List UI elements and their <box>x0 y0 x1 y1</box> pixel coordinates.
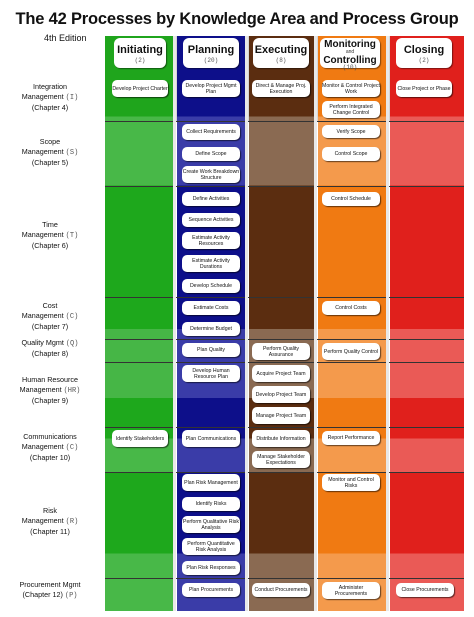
process-identify-stakeholders <box>112 430 168 447</box>
process-perform-quality-assurance <box>252 343 310 360</box>
process-label: Collect Requirements <box>186 129 236 135</box>
ka-chapter: (Chapter 8) <box>31 349 69 358</box>
ka-line1: Procurement Mgmt <box>19 580 81 589</box>
header-initiating <box>114 38 166 68</box>
process-sequence-activities <box>182 213 240 227</box>
process-quantitative-risk-analysis <box>182 538 240 555</box>
header-count: (20) <box>203 57 219 64</box>
process-label: Conduct Procurements <box>254 587 308 593</box>
process-label: Acquire Project Team <box>256 370 306 377</box>
ka-risk <box>0 506 100 537</box>
row-separator <box>105 339 464 340</box>
header-name-2: Controlling <box>323 55 377 66</box>
ka-code: (R) <box>65 518 79 526</box>
process-develop-schedule <box>182 279 240 293</box>
process-define-activities <box>182 192 240 206</box>
ka-code: (T) <box>65 232 79 240</box>
process-label: Develop Project Charter <box>112 85 168 92</box>
process-manage-stakeholder-expectations <box>252 451 310 468</box>
ka-line1: Human Resource <box>22 375 78 384</box>
process-identify-risks <box>182 497 240 511</box>
process-close-procurements <box>396 583 454 597</box>
process-label: Perform Qualitative Risk Analysis <box>183 518 239 531</box>
process-monitor-control-work <box>322 80 380 97</box>
process-conduct-procurements <box>252 583 310 597</box>
process-label: Close Project or Phase <box>397 85 451 92</box>
process-label: Control Scope <box>334 151 368 157</box>
ka-line2: Management <box>21 516 64 525</box>
header-monitoring-controlling <box>320 38 380 71</box>
process-label: Direct & Manage Proj. Execution <box>255 82 307 95</box>
ka-line2: Management <box>21 92 64 101</box>
process-define-scope <box>182 147 240 161</box>
ka-chapter: (Chapter 4) <box>31 103 69 112</box>
process-distribute-information <box>252 430 310 447</box>
column-gap <box>245 36 248 611</box>
process-label: Estimate Activity Resources <box>192 234 230 247</box>
process-label: Perform Integrated Change Control <box>329 103 373 116</box>
process-label: Manage Stakeholder Expectations <box>257 453 305 466</box>
ka-line2: Management <box>19 385 62 394</box>
process-label: Define Scope <box>195 151 227 157</box>
process-label: Plan Procurements <box>188 587 234 593</box>
ka-line2: Management <box>21 442 64 451</box>
process-estimate-costs <box>182 301 240 315</box>
column-gap <box>173 36 176 611</box>
process-perform-quality-control <box>322 343 380 360</box>
ka-human-resource <box>0 375 100 406</box>
process-label: Perform Quality Control <box>323 348 379 355</box>
process-qualitative-risk-analysis <box>182 516 240 533</box>
process-label: Develop Human Resource Plan <box>192 367 230 380</box>
process-plan-risk-management <box>182 474 240 491</box>
ka-procurement <box>0 580 100 601</box>
process-collect-requirements <box>182 124 240 140</box>
diagram-title: The 42 Processes by Knowledge Area and Process Group <box>15 10 459 28</box>
process-acquire-project-team <box>252 365 310 382</box>
process-label: Develop Schedule <box>189 283 233 289</box>
process-close-project <box>396 80 452 97</box>
header-planning <box>183 38 239 68</box>
header-count: (2) <box>134 57 146 64</box>
header-count: (10) <box>342 64 358 71</box>
header-count: (8) <box>275 57 287 64</box>
ka-chapter: (Chapter 11) <box>30 527 70 536</box>
process-label: Distribute Information <box>256 435 306 442</box>
process-label: Monitor and Control Risks <box>328 476 374 489</box>
process-monitor-control-risks <box>322 474 380 491</box>
ka-line1: Quality Mgmt <box>21 338 64 347</box>
ka-line1: Cost <box>42 301 58 310</box>
process-label: Estimate Costs <box>193 305 229 311</box>
header-closing <box>396 38 452 68</box>
header-count: (2) <box>418 57 430 64</box>
ka-time <box>0 220 100 251</box>
process-report-performance <box>322 431 380 445</box>
process-label: Plan Communications <box>185 435 237 442</box>
ka-chapter: (Chapter 9) <box>31 396 69 405</box>
ka-chapter: (Chapter 5) <box>31 158 69 167</box>
ka-code: (P) <box>64 592 78 600</box>
ka-chapter: (Chapter 6) <box>31 241 69 250</box>
process-label: Plan Quality <box>197 347 225 353</box>
process-label: Close Procurements <box>401 587 449 593</box>
process-label: Plan Risk Responses <box>186 565 236 571</box>
process-label: Define Activities <box>192 196 230 202</box>
process-determine-budget <box>182 322 240 336</box>
process-estimate-activity-resources <box>182 232 240 249</box>
ka-line1: Integration <box>33 82 67 91</box>
process-label: Report Performance <box>327 435 375 441</box>
ka-code: (I) <box>65 94 79 102</box>
column-monitoring-controlling <box>318 36 386 611</box>
process-label: Administer Procurements <box>334 584 368 597</box>
ka-chapter: (Chapter 7) <box>31 322 69 331</box>
ka-code: (C) <box>65 444 79 452</box>
process-plan-quality <box>182 343 240 357</box>
process-label: Monitor & Control Project Work <box>322 82 380 95</box>
process-direct-manage-execution <box>252 80 310 97</box>
process-integrated-change-control <box>322 101 380 118</box>
process-label: Identify Risks <box>195 501 227 507</box>
ka-chapter: (Chapter 12) <box>22 590 63 599</box>
ka-line1: Risk <box>43 506 57 515</box>
header-executing <box>253 38 309 68</box>
process-create-wbs <box>182 166 240 183</box>
row-separator <box>105 472 464 473</box>
header-name: Executing <box>254 44 308 56</box>
edition-label: 4th Edition <box>44 33 87 43</box>
ka-cost <box>0 301 100 332</box>
process-control-schedule <box>322 192 380 206</box>
process-manage-project-team <box>252 407 310 424</box>
process-develop-project-charter <box>112 80 168 97</box>
process-label: Control Schedule <box>331 196 371 202</box>
row-separator <box>105 297 464 298</box>
process-label: Determine Budget <box>190 326 232 332</box>
row-separator <box>105 427 464 428</box>
column-initiating <box>105 36 173 611</box>
process-develop-project-team <box>252 386 310 403</box>
header-name: Initiating <box>117 44 163 56</box>
ka-line1: Communications <box>23 432 77 441</box>
row-separator <box>105 121 464 122</box>
process-label: Perform Quality Assurance <box>262 345 300 358</box>
ka-code: (Q) <box>65 340 79 348</box>
column-gap <box>314 36 317 611</box>
header-and: and <box>345 49 355 55</box>
ka-line2: Management <box>21 230 64 239</box>
process-develop-hr-plan <box>182 365 240 382</box>
header-name: Planning <box>187 44 235 56</box>
ka-quality <box>0 338 100 359</box>
process-label: Estimate Activity Durations <box>192 257 230 270</box>
process-plan-risk-responses <box>182 561 240 575</box>
process-administer-procurements <box>322 582 380 599</box>
process-label: Create Work Breakdown Structure <box>182 168 240 181</box>
process-label: Perform Quantitative Risk Analysis <box>187 540 235 553</box>
ka-line1: Time <box>42 220 58 229</box>
process-plan-procurements <box>182 583 240 597</box>
process-verify-scope <box>322 125 380 138</box>
ka-chapter: (Chapter 10) <box>29 453 71 462</box>
process-label: Control Costs <box>335 305 367 311</box>
header-name: Closing <box>403 44 445 56</box>
row-separator <box>105 362 464 363</box>
process-label: Develop Project Team <box>255 391 307 398</box>
process-label: Develop Project Mgmt Plan <box>185 82 237 95</box>
process-label: Identify Stakeholders <box>115 435 165 442</box>
process-label: Sequence Activities <box>188 217 234 223</box>
process-develop-project-mgmt-plan <box>182 80 240 97</box>
process-label: Manage Project Team <box>255 412 307 419</box>
ka-code: (C) <box>65 313 79 321</box>
process-control-costs <box>322 301 380 315</box>
column-executing <box>249 36 314 611</box>
process-estimate-activity-durations <box>182 255 240 272</box>
ka-code: (HR) <box>63 387 81 395</box>
process-label: Verify Scope <box>336 128 366 135</box>
row-separator <box>105 186 464 187</box>
process-plan-communications <box>182 430 240 447</box>
column-gap <box>386 36 389 611</box>
column-closing <box>390 36 464 611</box>
ka-code: (S) <box>65 149 79 157</box>
process-control-scope <box>322 147 380 161</box>
row-separator <box>105 578 464 579</box>
header-name: Monitoring <box>324 39 376 50</box>
ka-line1: Scope <box>39 137 61 146</box>
ka-line2: Management <box>21 311 64 320</box>
ka-integration <box>0 82 100 113</box>
ka-communications <box>0 432 100 463</box>
ka-line2: Management <box>21 147 64 156</box>
ka-scope <box>0 137 100 168</box>
process-label: Plan Risk Management <box>184 479 238 486</box>
